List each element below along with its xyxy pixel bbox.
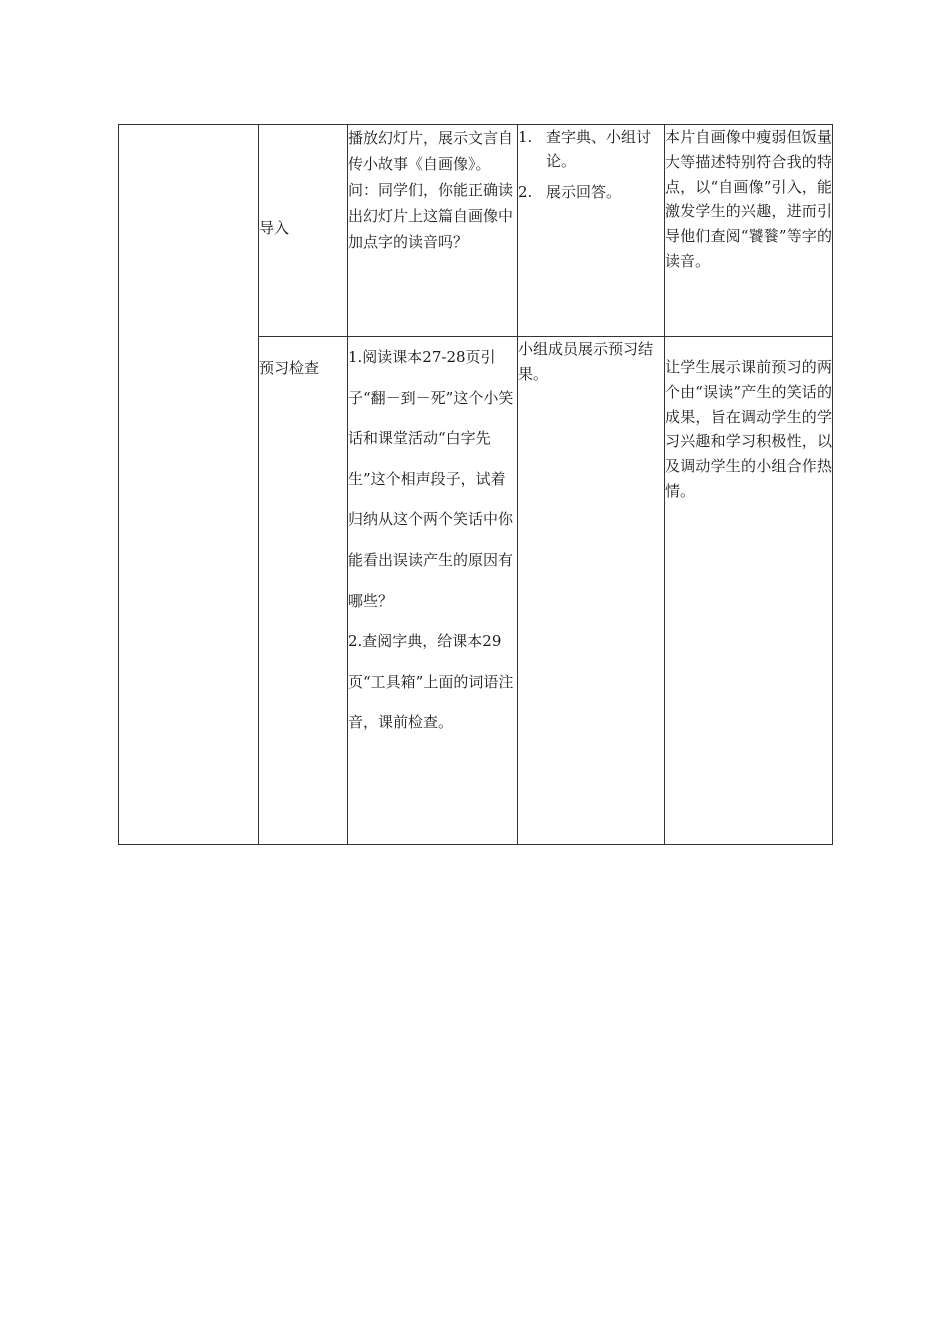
item-number: 1. xyxy=(518,128,533,146)
list-item xyxy=(518,125,664,173)
item-number: 2. xyxy=(518,183,533,201)
teacher-activity-cell: 播放幻灯片，展示文言自传小故事《自画像》。问：同学们，你能正确读出幻灯片上这篇自画像中加点字的读音吗？ xyxy=(348,125,518,337)
section-cell xyxy=(119,125,259,845)
item-text: 查字典、小组讨论。 xyxy=(546,128,652,170)
student-activity-cell: 小组成员展示预习结果。 xyxy=(518,337,665,845)
stage-label: 导入 xyxy=(259,219,290,237)
teacher-paragraph: 2.查阅字典，给课本29页“工具箱”上面的词语注音，课前检查。 xyxy=(348,632,514,732)
stage-label: 预习检查 xyxy=(259,359,320,377)
item-text: 展示回答。 xyxy=(546,183,622,201)
table-row xyxy=(119,125,833,337)
student-activity-cell xyxy=(518,125,665,337)
stage-cell xyxy=(259,337,348,845)
stage-cell xyxy=(259,125,348,337)
design-intent-cell: 本片自画像中瘦弱但饭量大等描述特别符合我的特点，以“自画像”引入，能激发学生的兴趣，进而引导他们查阅“饕餮”等字的读音。 xyxy=(665,125,833,337)
design-intent-cell: 让学生展示课前预习的两个由“误读”产生的笑话的成果，旨在调动学生的学习兴趣和学习积极性，以及调动学生的小组合作热情。 xyxy=(665,337,833,845)
lesson-plan-table xyxy=(118,124,833,845)
teacher-activity-cell xyxy=(348,337,518,845)
teacher-paragraph: 1.阅读课本27-28页引子“翻－到－死”这个小笑话和课堂活动“白字先生”这个相声段子，试着归纳从这个两个笑话中你能看出误读产生的原因有哪些？ xyxy=(348,348,514,610)
list-item xyxy=(518,180,664,204)
